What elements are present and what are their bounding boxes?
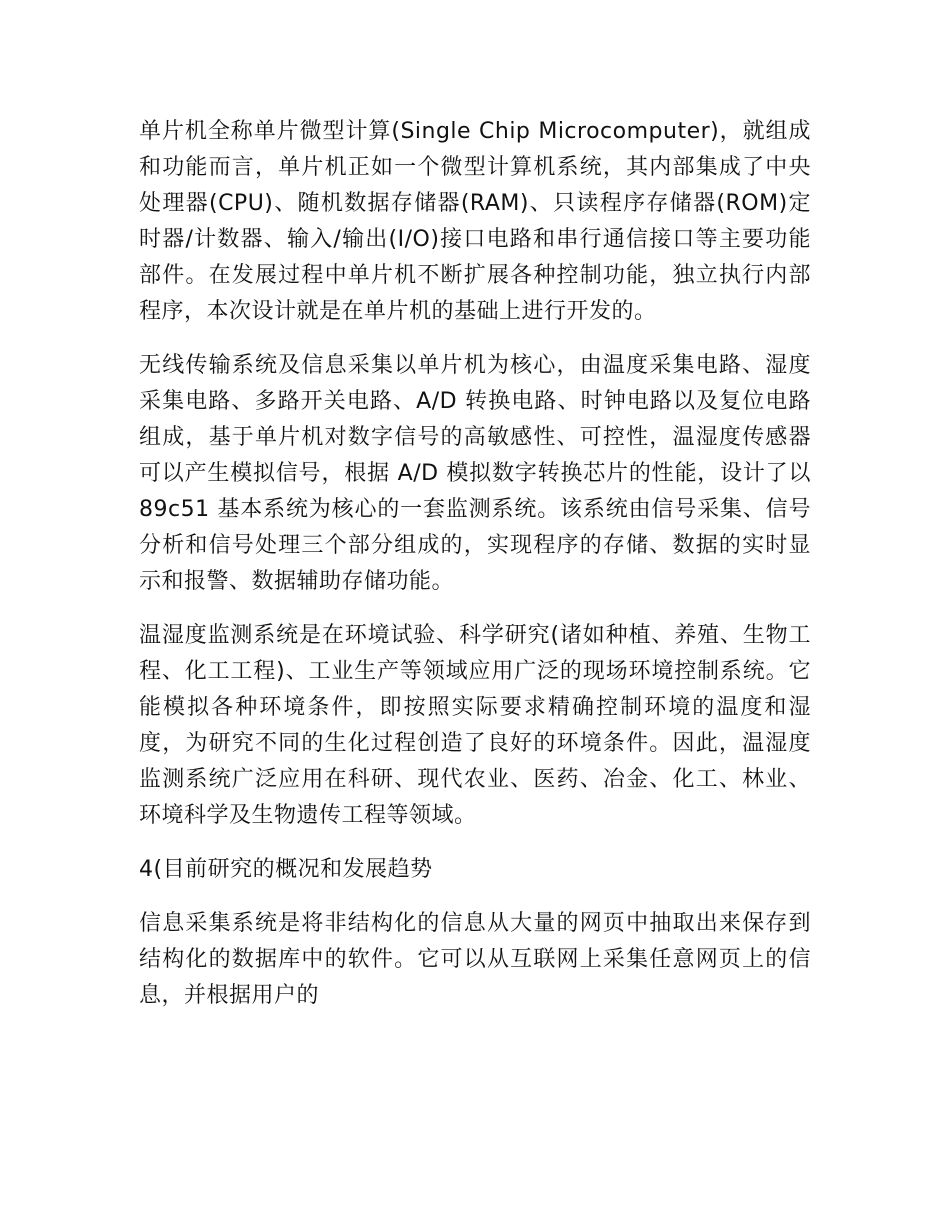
section-heading: 4(目前研究的概况和发展趋势 (139, 857, 433, 882)
document-body (139, 114, 811, 1032)
paragraph-monitoring-system: 温湿度监测系统是在环境试验、科学研究(诸如种植、养殖、生物工程、化工工程)、工业生产等领域应用广泛的现场环境控制系统。它能模拟各种环境条件，即按照实际要求精确控制环境的温度和湿度，为研究不同的生化过程创造了良好的环境条件。因此，温湿度监测系统广泛应用在科研、现代农业、医药、冶金、化工、林业、环境科学及生物遗传工程等领域。 (139, 623, 811, 828)
paragraph-single-chip-intro: 单片机全称单片微型计算(Single Chip Microcomputer)，就组成和功能而言，单片机正如一个微型计算机系统，其内部集成了中央处理器(CPU)、随机数据存储器(RAM)、只读程序存储器(ROM)定时器/计数器、输入/输出(I/O)接口电路和串行通信接口等主要功能部件。在发展过程中单片机不断扩展各种控制功能，独立执行内部程序，本次设计就是在单片机的基础上进行开发的。 (139, 119, 811, 324)
paragraph-wireless-system: 无线传输系统及信息采集以单片机为核心，由温度采集电路、湿度采集电路、多路开关电路、A/D 转换电路、时钟电路以及复位电路组成，基于单片机对数字信号的高敏感性、可控性，温湿度传感器可以产生模拟信号，根据 A/D 模拟数字转换芯片的性能，设计了以 89c51 基本系统为核心的一套监测系统。该系统由信号采集、信号分析和信号处理三个部分组成的，实现程序的存储、数据的实时显示和报警、数据辅助存储功能。 (139, 353, 811, 594)
paragraph-information-collection: 信息采集系统是将非结构化的信息从大量的网页中抽取出来保存到结构化的数据库中的软件。它可以从互联网上采集任意网页上的信息，并根据用户的 (139, 911, 811, 1008)
